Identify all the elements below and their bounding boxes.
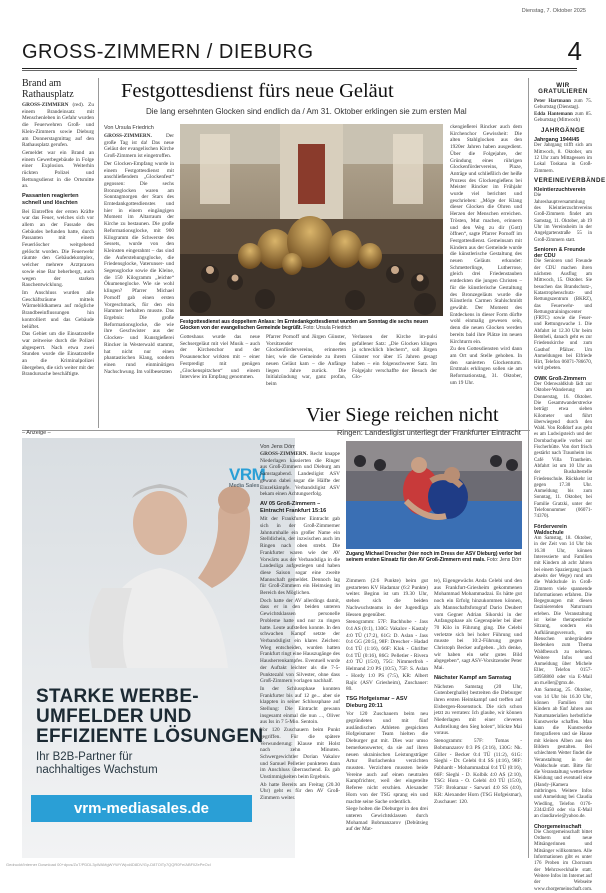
sport-photo-caption: Zugang Michael Drescher (hier noch im Dress der ASV Dieburg) verlor bei seinem ersten Einsatz für den AV Groß-Zimmern erst mals. Foto: Jens Dörr <box>346 551 522 563</box>
brief-paragraph: Gemeldet war ein Brand an einem Gewerbegebäude in Folge einer Explosion. Weiterhin rückten Polizei und Rettungsdienst in die Ortsmitte an. <box>22 149 94 190</box>
brief-paragraph: GROSS-ZIMMERN (red). Zu einem Brandeinsatz mit Menschenleben in Gefahr wurden die Feuerwehren Groß- und Klein-Zimmern sowie Dieburg am Donnerstagmittag auf den Rathausplatz gerufen. <box>22 102 94 149</box>
sport-subtitle-2: TSG Hofgeismar – ASV Dieburg 20:11 <box>346 695 408 709</box>
ad-url-button[interactable]: vrm-mediasales.de <box>31 795 252 822</box>
sport-column-3: Zimmern (2:6 Punkte) beim gut gestarteten KV Hadamar (6:2 Punkte) weiter. Beginn ist um 19.30 Uhr, stehen sich die beiden Nachwuchsteams in der Jugendliga Hessen gegenüber. Stenogramm: 57F: Bachhube - Jass 0:4 AS (0:1), 130G: Vakalov - Kastaly 4:0 TÜ (17:2), 61G: D. Aslan - Jass 0:4 GG (20:5), 98F: Drescher - Hadad 0:4 TÜ (1:16), 66F: Klok - Ghrifter 0:4 TÜ (0:16), 86G: Pelletier - Rivera 4:0 TÜ (15:0), 75G: Nimmerfroh - Helmand 2:0 PS (10:5), 75F: S. Aslan - Hordy 1:0 PS (7:5), KR: Albert Rajic (ASV Griesheim), Zuschauer: 80. TSG Hofgeismar – ASV Dieburg 20:11 Vor 120 Zuschauern beim neu gegründeten und mit fünf ausländischen Athleten gespickten Hofgeismarer Team hielten die Dieburger gut mit. Dies war umso bemerkenswerter, da sie auf ihren neuen ukrainischen Leistungsträger Artur Burlachenko verzichten mussten. Verzichten mussten beide Vereine auch auf einen neutralen Kampfrichter, weil der eingeteilte Referee nicht erschien. Alexander Horn von der TSG sprang ein und machte seine Sache ordentlich. Siege holten die Dieburger in den drei unteren Gewichtsklassen durch Mohamad Bobmanzarov (Debütsieg auf der Mat- <box>346 578 428 833</box>
sport-subtitle: AV 05 Groß-Zimmern – Eintracht Frankfurt 15:16 <box>260 500 327 514</box>
print-footer: Gedruckt/Interner Download 00+dpcs/ZoT/PDDL3pWAMgWYWYWpd4D8DV/Gy-D8TOiTy7QQR0Fe/ABFIlZePeOcl <box>6 862 211 867</box>
sport-subheadline: Ringen: Landesligist unterliegt der Frankfurter Eintracht <box>337 428 521 437</box>
brief-dateline: GROSS-ZIMMERN <box>22 102 69 108</box>
sidebar-column: WIR GRATULIEREN Peter Hartmann zum 75. Geburtstag (Dienstag). Edda Hantemann zum 85. Geburtstag (Mittwoch) JAHRGÄNGE Jahrgang 1944/45 Der Jahrgang trifft sich am Mittwoch, 8. Oktober, um 12 Uhr zum Mittagessen im Lokal Toskana in Groß-Zimmern. VEREINE/VERBÄNDE Kleintierzuchtverein Die Jahreshauptversammlung des Kleintierzuchtvereins Groß-Zimmern findet am Samstag, 11. Oktober, ab 19 Uhr im Vereinsheim in der Angelgartenstraße 55 in Groß-Zimmern statt. Senioren & Freunde der CDU Die Senioren und Freunde der CDU machen ihren nächsten Ausflug am Mittwoch, 15. Oktober. Sie besuchen das Brandschutz-, Katastrophenschutz- und Rettungszentrum (BKRZ), das Feuerwehr- und Rettungstrainingscenter (FRTC) sowie die Feuer- und Rettungswache 1. Die Abfahrt ist 12.30 Uhr beim Bembeli, danach geht es zur Friedenskirche und zum Gasthof Pfälzer. Um Anmeldungen bei Elfriede Hirt, Telefon 06071-786670, wird gebeten. OWK Groß-Zimmern Der Odenwaldklub lädt zur Oktober-Wanderung am Donnerstag, 16. Oktober. Die Gesamtwanderstrecke beträgt etwa sieben Kilometer und führt überwiegend durch den Wald. Von Roßdorf aus geht es am Ludwigsteich und der Dornbachquelle vorbei zur Fischerhütte. Von dort frisch gestärkt nach Traunheim ins Café Villa Trautheim. Abfahrt ist um 10 Uhr an der Bushaltestelle Friedenschule. Rückkehr ist gegen 17.30 Uhr. Anmeldung bis zum Sonntag, 11. Oktober, bei Familie Gratzki, unter der Telefonnummer (06071-74370). Förderverein Waldschule Am Samstag, 18. Oktober, in der Zeit von 14 Uhr bis 16.30 Uhr, können Interessierte und Familien mit Kindern ab acht Jahren bei einem Spaziergang (auch abseits der Wege) rund um die Waldschule in Groß-Zimmern viele spannende Informationen erfahren. Die Begegnungen mit diesen faszinierenden Naturraum erleben. Die Veranstaltung ist keine therapeutische Sitzung, sondern ein Aufklärungsversuch, um Menschen unbegründete Bedenken zum Thema Waldbesuch zu nehmen. Weitere Infos und Anmeldung über Michele Eller, Telefon 0157-58958860 oder via E-Mail an m.eller@gmx.de. Am Samstag, 25. Oktober, von 14 Uhr bis 16.30 Uhr, können Familien mit Kindern ab fünf Jahren aus Naturmaterialien herbstliche Kunstwerke schaffen. Man kann die Kunstwerke fotografieren und sie Hause mit kleinen Alben aus den Bildern gestalten. Bei schlechtem Wetter findet die Veranstaltung in der Waldschule statt. Bitte für die Veranstaltung wetterfeste Kleidung und eventuell eine (Handy-)Kamera mitbringen. Weitere Infos und Anmeldung bei Claudia Wiedling, Telefon 0176-23442450 oder via E-Mail an claudiawie@yahoo.de. Chorgemeinschaft Die Chorgemeinschaft bittet Ordnern und neue Mitsängerinnen und Mitsänger willkommen. Alle Informationen gibt es unter 176 Proben im Chorraum der Mehrzweckhalle statt. Weitere Infos im Internet auf der Webseite www.chorgemeinschaft.com. <box>534 82 606 892</box>
column-divider <box>98 78 99 428</box>
main-column-5: ckengießerei Rincker auch dem Kirchenchor Gewissheit: Die alten Stahlglocken aus den 1920er Jahren haben ausgedient. Über die Folgejahre, der Gründung eines rührigen Glockenfördervereins, Plaze, Anträge und schließlich der heiße Prozess des Glockengießens bei Meister Rincker im Frühjahr wurde viel berichtet und geschrieben: „Möge der Klang dieser Glocken die Ohren und Herzen der Menschen erreichen. Trösten, Mut machen, erinnern und den Weg zu dir (Gott) öffnen“, sagte Pfarrer Pornoff im Festgottesdienst. Gemeinsam mit Kindern aus der Gemeinde wurde die künstlerische Gestaltung des neuen Geläuts erkundet: Schmetterlinge, Lutherrose, gleich drei Friedenstauben entdeckten die jungen Christen – für die künstlerische Gestaltung des Bronzegeläuts wurde die Künstlerin Carmen Stahlschmidt gewählt. Der Moment des Entdeckens in dieser Form dürfte wohl einmalig gewesen sein, denn die neuen Glocken werden bereits bald ihre Plätze im neuen Kirchturm ein. Zu den Gottesdiensten wird dann am Ort und Stelle gehoben. In den sanierten Glockenturm. Erstmals erklingen sollen sie am Reformationstag, 31. Oktober, um 19 Uhr. <box>450 124 522 386</box>
main-byline: Von Ursula Friedrich <box>104 125 154 131</box>
vrm-logo-letters: VRM <box>229 465 266 484</box>
ad-headline: STARKE WERBE- UMFELDER UND EFFIZIENTE LÖSUNGEN <box>36 686 264 747</box>
main-subheadline: Die lang ersehnten Glocken sind endlich da / Am 31. Oktober erklingen sie zum ersten Mal <box>146 107 467 116</box>
sport-headline: Vier Siege reichen nicht <box>306 404 499 426</box>
church-photo <box>180 124 443 316</box>
sport-subtitle-3: Nächster Kampf am Samstag <box>434 674 512 681</box>
page-number: 4 <box>567 36 582 66</box>
header-rule <box>22 68 577 69</box>
brief-paragraph: Im Anschluss wurden alle Geschäftsräume mittels Wärmebildkamera auf mögliche Brandbeeinflussungen hin kontrolliert und das Gebäude belüftet. <box>22 289 94 330</box>
ad-subline: Ihr B2B-Partner für nachhaltiges Wachstum <box>36 751 158 776</box>
section-title: GROSS-ZIMMERN / DIEBURG <box>22 41 314 63</box>
sidebar-head-gratulation: WIR GRATULIEREN <box>538 82 588 96</box>
brief-paragraph: Das Gebiet um die Einsatzstelle war zeitweise durch die Polizei abgesperrt. Nach etwa zwei Stunden wurde die Einsatzstelle an die Kriminalpolizei übergeben, die sich weiter mit der Brandursache beschäftigte. <box>22 331 94 378</box>
brief-paragraph: Bei Eintreffen der ersten Kräfte war das Feuer, welches sich vor allem an der Fassade des Gebäudes befunden hatte, durch Passanten mit einem Feuerlöscher weitgehend gelöscht worden. Die Feuerwehr räumte den Gebäudekomplex, welcher mehrere Arztpraxen sowie eine Bar beherbergt, auch wegen der starken Rauchentwicklung. <box>22 208 94 289</box>
edition-date: Dienstag, 7. Oktober 2025 <box>521 8 586 14</box>
sport-byline: Von Jens Dörr <box>260 444 295 450</box>
wrestling-photo <box>346 441 522 549</box>
header-rule-thin <box>22 70 577 71</box>
main-column-4: Verlassen der Kirche im-pulsi gefallener Satz: „Die Glocken klingen ja schrecklich blechern“, soll Jürgen Günster vor über 15 Jahren gesagt haben – ein folgenschwerer Satz. Im Folgejahr verschaffte der Besuch der Glo- <box>352 334 437 381</box>
main-column-1: GROSS-ZIMMERN. Der große Tag ist da! Das neue Geläut der evangelischen Kirche Groß-Zimmern ist eingetroffen. Der Glocken-Empfang wurde in einem Festgottesdienst mit anschließendem „Glockenfest“ gegossen: Die sechs Bronzeglocken waren am Sonntagmorgen der Stars des Erntedankgottesdienstes und hier in einem eingängigen Moment im Altarraum der Kirche zu bestaunen. Die große Reformationsglocke, mit 900 Kilogramm die Schwerste des Sessets, wurde von den Kleinsten eingerahmt – das sind die Auferstehungsglocke, die Friedensglocke, Vaterunser- und Segensglocke sowie die Kleine, die 150 Kilogramm „leichte“ Ökumeneglocke. Wie sie wohl klingen? Pfarrer Michael Pornoff gab einen ersten Vorgeschmack, für den ein Hammer herhalten musste. Das Ergebnis: Die große Reformationsglocke, die wie ihre Geschwister aus der Glocken- und Kunstgießerei Rincker in Westerwald stammt, hat nicht nur einen phantastischen Klang, sondern einen rund einminütigen Nachschwung. Im vollbesetzten <box>104 133 174 375</box>
sport-column-4: te), Eigengewächs Anda Celebi und den aus Frankfurt-Griesheim gekommenen Mohammad Mohammadzai. Es hätte gut noch ein Erfolg hinzukommen können, als Mannschaftsfotograf Dario Deubert vom Gegner Adrian Sikorski in der Anfangsphase als Gegenspieler bei über 70 Kilo in Führung ging. Die Celebi verletzte sich bei hoher Führung und musste bei 10:2-Führung gegen Christoph Becker aufgeben. „Ich denke, wir haben ein sehr gutes Bild abgegeben“, sagt ASV-Vorsitzender Peter Mai. Nächster Kampf am Samstag Nächsten Samstag (20 Uhr, Gutenberghalle) bestreiten die Dieburger ihren ersten Heimkampf und treffen auf Eisbergen-Rosenstock. Die sich schon jetzt zu verraten: Ich glaube, wir können Niederlagen mit einer cleveren Aufstellung den Sieg holen“, blickte Mai voraus. Stenogramm: 57F: Tomas - Bobmanzarov 0:3 PS (3:16), 130G: Nk. Giller - Becker 0:4 TÜ (11:2), 61G: Sieghi - Dr. Celebi 0:4 SS (4:16), 98F: Pabhardt - Mohammadzai 0:4 TÜ (0:16), 66F: Sieghi - D. Kolbik 4:0 AS (2:10), TSG: Hora - O. Celebi 4:0 TÜ (15:0), 75F: Brokamar - Sarwari 4:0 SS (4:0), KR: Alexander Horn (TSG Hofgeismar), Zuschauer: 120. <box>434 578 522 805</box>
wrestling-image <box>346 441 522 549</box>
brief-subtitle: Passanten reagierten schnell und löschten <box>22 193 79 206</box>
ad-label: – Anzeige – <box>22 430 51 436</box>
brief-title: Brand am Rathausplatz <box>22 78 74 100</box>
top-strip <box>0 0 598 20</box>
vrm-logo-subtitle: Media Sales <box>229 483 260 489</box>
main-photo-caption: Festgottesdienst aus doppeltem Anlass: Im Erntedankgottesdienst wurden am Sonntag die sechs neuen Glocken von der evangelischen Gemeinde begrüßt. Foto: Ursula Friedrich <box>180 319 429 331</box>
sidebar-head-jahrgaenge: JAHRGÄNGE <box>540 126 586 134</box>
sidebar-divider <box>528 78 529 858</box>
vrm-advertisement[interactable] <box>22 438 295 858</box>
main-headline: Festgottesdienst fürs neue Geläut <box>121 80 394 102</box>
brief-column <box>22 78 94 428</box>
sport-column-1: GROSS-ZIMMERN. Recht knappe Niederlagen kassierten die Ringer aus Groß-Zimmern und Dieburg am Samstagabend. Landesligist ASV gewann dabei sogar die Hälfte der Einzelkämpfe. Verbandsligist ASV bekam einen Achtungserfolg. AV 05 Groß-Zimmern – Eintracht Frankfurt 15:16 Mit der Frankfurter Eintracht gab sich in der Groß-Zimmerner Jahnturnhalle ein großer Name ein Stelldichein, der inzwischen auch im Ringen nach oben strebt. Die Frankfurter waren wie der AV Vorwärts aus der Verbandsliga in die Landesliga aufgestiegen und haben diese Saison sogar eine zweite Mannschaft gemeldet. Dennoch lag für Groß-Zimmern ein Heimsieg im Bereich des Möglichen. Doch hatte der AV allerdings damit, dass er in den beiden unteren Gewichtsklassen personelle Probleme hatte und nur zu ringen hatte. Leute aufstellen konnte. In den schwachen Kampf setzte der Verbandsligist ein klares Zeichen: Wieg entscheiden, wurden hatten Frankfurt ringt eine Hauszugänge des Hausherrenkampfes. Eventuell wurde der Auftakt leichter als die 7-5-Punktezahl von Silvester, ohne dass Groß-Zimmern vorlagen nachhalf. In der Schlussphase konnten Frankfurter bis auf 12 ge... aber sie klappten in seiner Schlussphase auf Stellung: Die Eintracht gewann insgesamt einmal die nun ..., Oliver aus Iss in 7 5-Mio. Sentoin. Vor 120 Zuschauern beim Punkt gegriffen. Für die spätere Verwunderung: Klause mit Holst nach zehn Minuten. Schwergewichtler Dorian Vakalov und Samuel Pelletier punkteten dann im Anschluss überraschend. Es gab Unstimmigkeiten beim Ergebnis. Ab hatte Bereits am Freitag (20.30 Uhr) geht es für den AV Groß-Zimmern weiter. <box>260 451 340 802</box>
section-header <box>22 20 598 68</box>
church-interior-image <box>180 124 443 316</box>
main-column-3: Pfarrer Pornoff und Jürgen Günster, Vorsitzender des Glockenfördervereins, erinnerten hier, wie die Gemeinde zu ihrem neuen Geläut kam – die Anfänge liegen Jahre zurück. Die Initialzündung war, ganz profan, beim <box>266 334 346 387</box>
sidebar-head-vereine: VEREINE/VERBÄNDE <box>534 176 606 184</box>
main-column-2: Gotteshaus wurde das neue Sechsergeläut mit viel Musik – auch der Kirchenchor und der Posaunenchor wirkten mit – einer Festpredigt mit genügen „Glockenspitzchen“ und einem Interview im Empfang genommen. <box>180 334 260 381</box>
